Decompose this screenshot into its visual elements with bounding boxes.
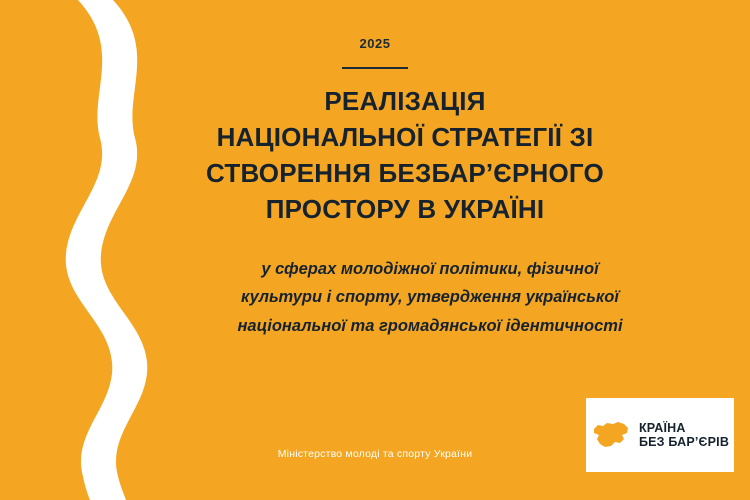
logo-line-1: КРАЇНА (638, 421, 686, 435)
title-line-1: РЕАЛІЗАЦІЯ (324, 86, 486, 116)
title-line-2: НАЦІОНАЛЬНОЇ СТРАТЕГІЇ ЗІ (216, 121, 594, 152)
year-block (0, 36, 750, 69)
footer-organization-label: Міністерство молоді та спорту України (277, 448, 473, 460)
logo-line-2: БЕЗ БАР’ЄРІВ (638, 435, 730, 449)
subtitle-line-3: національної та громадянської ідентичності (237, 316, 623, 335)
page-subtitle (150, 255, 710, 340)
brand-logo (586, 398, 734, 472)
title-line-3: СТВОРЕННЯ БЕЗБАР’ЄРНОГО (206, 157, 604, 188)
title-line-4: ПРОСТОРУ В УКРАЇНІ (265, 193, 545, 224)
ukraine-map-icon (591, 418, 631, 452)
year-label: 2025 (359, 36, 391, 51)
subtitle-line-2: культури і спорту, утвердження української (241, 288, 619, 307)
logo-text (639, 421, 729, 449)
year-divider (342, 67, 408, 69)
subtitle-line-1: у сферах молодіжної політики, фізичної (261, 260, 599, 278)
page-title (120, 84, 690, 228)
